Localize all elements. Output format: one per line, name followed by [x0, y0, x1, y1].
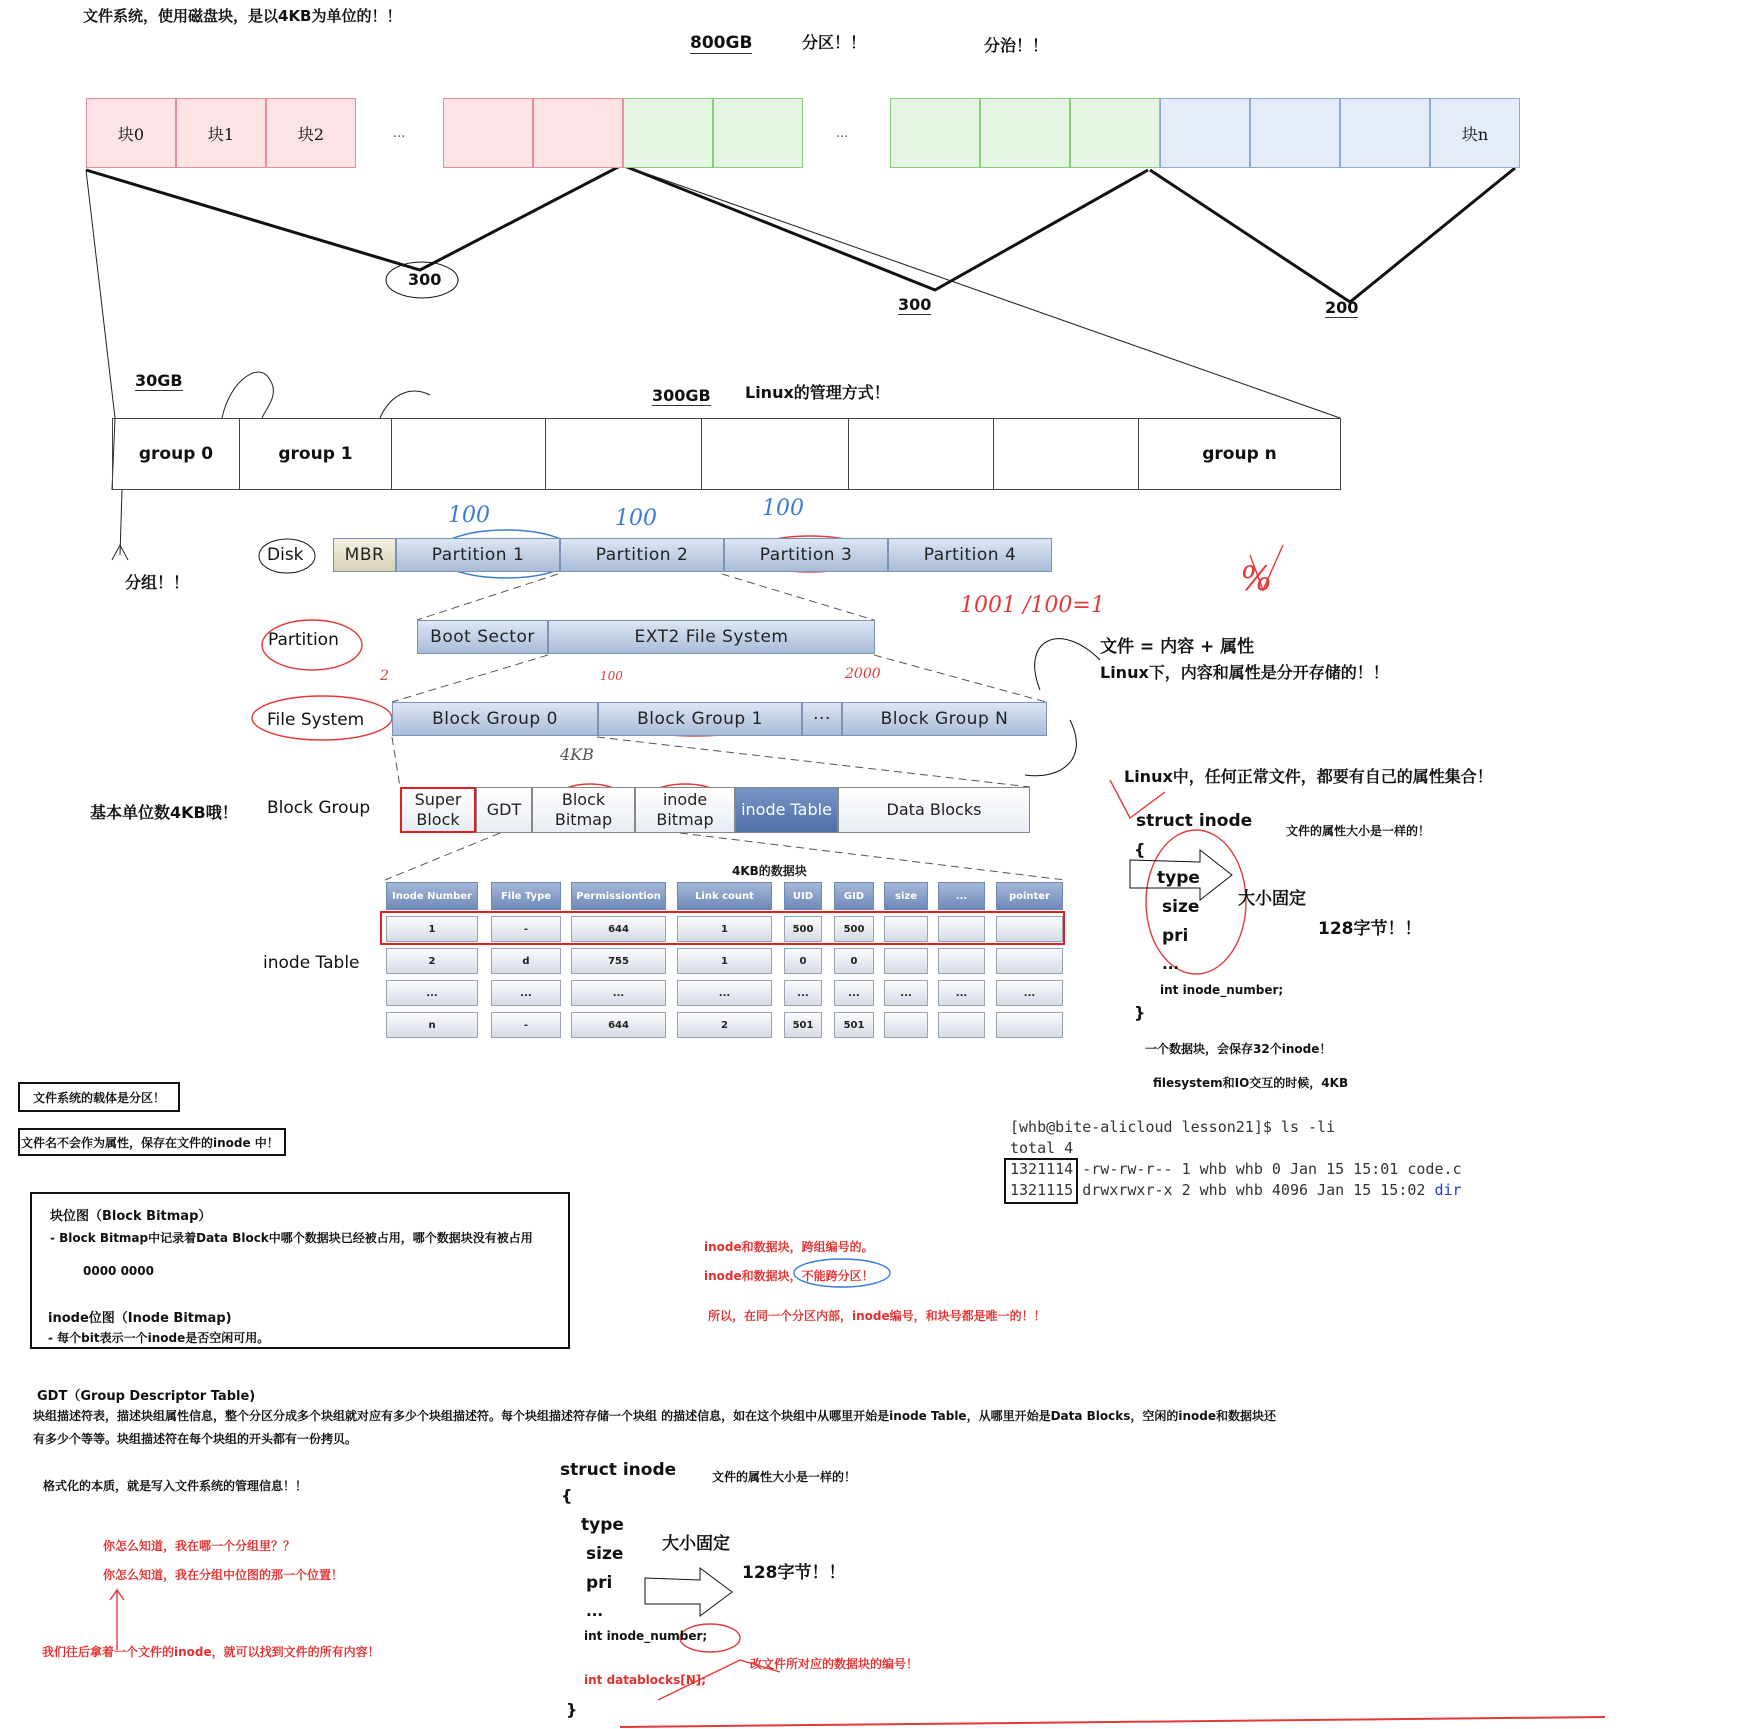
partition-label: Partition [268, 630, 339, 650]
grouping-note: 分组！！ [125, 573, 190, 592]
partition-4-cell: Partition 4 [888, 538, 1052, 572]
table-cell [884, 948, 928, 974]
mbr-cell: MBR [333, 538, 396, 572]
group-2 [391, 418, 546, 490]
handwriting-100-c: 100 [762, 496, 804, 521]
disk-block-p6 [980, 98, 1070, 168]
table-cell: ... [784, 980, 822, 1006]
bottom-attr-size-note: 文件的属性大小是一样的！ [712, 1470, 857, 1484]
handwriting-percent: % [1240, 559, 1273, 599]
disk-block-p1 [443, 98, 533, 168]
attr-set-note: Linux中，任何正常文件，都要有自己的属性集合！ [1124, 767, 1493, 786]
partition-size-1: 300 [408, 270, 442, 289]
ls-output: drwxrwxr-x 2 whb whb 4096 Jan 15 15:02 [1082, 1181, 1435, 1199]
table-cell: d [491, 948, 561, 974]
question-1: 你怎么知道，我在哪一个分组里？？ [103, 1539, 296, 1553]
brace-open: { [1134, 840, 1146, 859]
block-group-0-cell: Block Group 0 [392, 702, 598, 736]
gdt-cell: GDT [476, 787, 532, 833]
format-note: 格式化的本质，就是写入文件系统的管理信息！！ [43, 1479, 308, 1493]
bitmap-bits: 0000 0000 [83, 1264, 154, 1278]
bottom-datablocks-note: 改文件所对应的数据块的编号！ [750, 1657, 919, 1671]
table-cell: 755 [571, 948, 666, 974]
data-block-4kb-note: 4KB的数据块 [732, 864, 807, 878]
terminal-prompt: [whb@bite-alicloud lesson21]$ ls -li [1010, 1118, 1336, 1136]
th-pointer: pointer [996, 882, 1063, 910]
highlight-row-box [380, 911, 1065, 945]
table-cell: 644 [571, 1012, 666, 1038]
inode-bitmap-desc: - 每个bit表示一个inode是否空闲可用。 [48, 1331, 270, 1345]
no-cross-partition-note: inode和数据块，不能跨分区！ [704, 1269, 874, 1283]
table-cell: 2 [677, 1012, 772, 1038]
ext2-cell: EXT2 File System [548, 620, 875, 654]
table-cell: 1 [386, 916, 478, 942]
bottom-field-type: type [581, 1515, 624, 1535]
table-cell: 1 [677, 948, 772, 974]
th-uid: UID [784, 882, 822, 910]
th-gid: GID [834, 882, 874, 910]
bottom-fixed-size: 大小固定 [662, 1534, 730, 1554]
gdt-desc-2: 有多少个等等。块组描述符在每个块组的开头都有一份拷贝。 [33, 1432, 358, 1446]
handwriting-4kb: 4KB [560, 745, 594, 764]
bottom-field-pri: pri [586, 1573, 613, 1593]
table-cell: 644 [571, 916, 666, 942]
disk-label: Disk [267, 545, 304, 565]
later-note: 我们往后拿着一个文件的inode，就可以找到文件的所有内容！ [42, 1645, 380, 1659]
carrier-note: 文件系统的载体是分区！ [33, 1091, 166, 1105]
bottom-struct-inode: struct inode [560, 1460, 677, 1480]
table-cell: n [386, 1012, 478, 1038]
table-cell: ... [996, 980, 1063, 1006]
linux-separate-note: Linux下，内容和属性是分开存储的！！ [1100, 663, 1389, 682]
disk-block-p8 [1160, 98, 1250, 168]
disk-block-p10 [1340, 98, 1430, 168]
table-cell: 500 [834, 916, 874, 942]
question-2: 你怎么知道，我在分组中位图的那一个位置！ [103, 1568, 344, 1582]
bottom-datablocks: int datablocks[N]; [584, 1673, 707, 1687]
inode-table-cell: inode Table [735, 787, 838, 833]
partition-1-cell: Partition 1 [396, 538, 560, 572]
per-block-note: 一个数据块，会保存32个inode！ [1145, 1042, 1332, 1056]
filename-note: 文件名不会作为属性，保存在文件的inode 中！ [21, 1136, 279, 1150]
disk-block-p7 [1070, 98, 1160, 168]
file-system-label: File System [267, 710, 365, 730]
disk-block-2: 块2 [266, 98, 356, 168]
table-cell: ... [834, 980, 874, 1006]
table-cell: - [491, 1012, 561, 1038]
group-1: group 1 [239, 418, 392, 490]
inode-table-label: inode Table [263, 953, 360, 973]
block-group-ellipsis-cell: ··· [802, 702, 842, 736]
th-permission: Permissiontion [571, 882, 666, 910]
disk-size-label: 800GB [690, 33, 753, 53]
disk-block-p3 [623, 98, 713, 168]
th-link-count: Link count [677, 882, 772, 910]
super-block-cell: Super Block [400, 787, 476, 833]
table-cell [884, 1012, 928, 1038]
label-30gb: 30GB [135, 371, 183, 390]
ellipsis-2: ... [836, 126, 849, 141]
basic-unit-note: 基本单位数4KB哦！ [90, 803, 238, 822]
inode-number-field: int inode_number; [1160, 983, 1284, 997]
th-size: size [884, 882, 928, 910]
handwriting-2: 2 [380, 668, 389, 684]
partition-size-2: 300 [898, 295, 932, 314]
terminal-total: total 4 [1010, 1139, 1074, 1157]
block-bitmap-desc: - Block Bitmap中记录着Data Block中哪个数据块已经被占用，哪个数据块没有被占用 [50, 1231, 533, 1245]
partition-3-cell: Partition 3 [724, 538, 888, 572]
table-cell [938, 948, 985, 974]
table-cell: 501 [834, 1012, 874, 1038]
table-cell: 501 [784, 1012, 822, 1038]
partition-2-cell: Partition 2 [560, 538, 724, 572]
inode-bitmap-title: inode位图（Inode Bitmap) [48, 1311, 232, 1326]
handwriting-2000: 2000 [845, 666, 881, 682]
file-equation: 文件 = 内容 + 属性 [1100, 637, 1255, 657]
table-cell: ... [884, 980, 928, 1006]
gdt-desc-1: 块组描述符表，描述块组属性信息，整个分区分成多个块组就对应有多少个块组描述符。每个块组描述符存储一个块组 的描述信息，如在这个块组中从哪里开始是inode Table，从哪里开始是Data Blocks，空闲的inode和数据块还 [33, 1409, 1277, 1423]
struct-inode-title: struct inode [1136, 811, 1253, 831]
field-ellipsis: ... [1162, 955, 1180, 973]
group-6 [993, 418, 1139, 490]
handwriting-100-d: 100 [600, 669, 623, 683]
group-0: group 0 [112, 418, 240, 490]
inode-id: 1321114 [1010, 1160, 1074, 1178]
ls-output: -rw-rw-r-- 1 whb whb 0 Jan 15 15:01 code.c [1082, 1160, 1462, 1178]
ellipsis-1: ... [393, 126, 406, 141]
bottom-field-size: size [586, 1544, 624, 1564]
partition-size-3: 200 [1325, 298, 1359, 317]
data-blocks-cell: Data Blocks [838, 787, 1030, 833]
table-cell: 2 [386, 948, 478, 974]
cross-group-note: inode和数据块，跨组编号的。 [704, 1240, 874, 1254]
table-cell: ... [571, 980, 666, 1006]
bytes-128-note: 128字节！！ [1318, 919, 1422, 939]
disk-block-p5 [890, 98, 980, 168]
disk-block-p2 [533, 98, 623, 168]
th-ellipsis: ... [938, 882, 985, 910]
unique-note: 所以，在同一个分区内部，inode编号，和块号都是唯一的！！ [708, 1309, 1046, 1323]
table-cell: 500 [784, 916, 822, 942]
inode-bitmap-cell: inode Bitmap [635, 787, 735, 833]
field-type: type [1157, 868, 1200, 888]
handwriting-ratio: 1001 /100=1 [960, 593, 1105, 618]
field-size: size [1162, 897, 1200, 917]
th-file-type: File Type [491, 882, 561, 910]
partition-note: 分区！！ [802, 33, 867, 52]
label-300gb: 300GB [652, 386, 711, 405]
disk-block-p9 [1250, 98, 1340, 168]
disk-block-n: 块n [1430, 98, 1520, 168]
table-cell: - [491, 916, 561, 942]
block-group-n-cell: Block Group N [842, 702, 1047, 736]
table-cell [996, 1012, 1063, 1038]
page-title: 文件系统，使用磁盘块，是以4KB为单位的！！ [83, 7, 402, 25]
bottom-brace-close: } [566, 1700, 578, 1719]
disk-block-p4 [713, 98, 803, 168]
block-group-1-cell: Block Group 1 [598, 702, 802, 736]
bottom-bytes-128: 128字节！！ [742, 1563, 846, 1583]
table-cell: 0 [834, 948, 874, 974]
inode-highlight-box [1004, 1158, 1078, 1204]
th-inode-number: Inode Number [386, 882, 478, 910]
group-3 [545, 418, 702, 490]
fixed-size-note: 大小固定 [1238, 889, 1306, 909]
bottom-inode-number: int inode_number; [584, 1629, 708, 1643]
table-cell [996, 948, 1063, 974]
linux-mgmt-label: Linux的管理方式！ [745, 383, 890, 402]
fs-io-note: filesystem和IO交互的时候，4KB [1153, 1076, 1349, 1090]
inode-id: 1321115 [1010, 1181, 1074, 1199]
handwriting-100-b: 100 [615, 506, 657, 531]
table-cell: ... [938, 980, 985, 1006]
bottom-brace-open: { [561, 1486, 573, 1505]
table-cell: ... [491, 980, 561, 1006]
gdt-title: GDT（Group Descriptor Table) [37, 1389, 256, 1404]
dir-name: dir [1434, 1181, 1462, 1199]
divide-note: 分治！！ [984, 36, 1049, 55]
attr-size-note: 文件的属性大小是一样的！ [1286, 824, 1431, 838]
table-cell: ... [677, 980, 772, 1006]
disk-block-0: 块0 [86, 98, 176, 168]
table-cell: ... [386, 980, 478, 1006]
table-cell: 1 [677, 916, 772, 942]
disk-block-1: 块1 [176, 98, 266, 168]
boot-sector-cell: Boot Sector [417, 620, 548, 654]
bottom-field-ellipsis: ... [586, 1602, 604, 1620]
block-bitmap-title: 块位图（Block Bitmap） [50, 1209, 212, 1224]
group-4 [701, 418, 849, 490]
handwriting-100-a: 100 [448, 503, 490, 528]
brace-close: } [1134, 1003, 1146, 1022]
group-n: group n [1138, 418, 1341, 490]
table-cell: 0 [784, 948, 822, 974]
block-group-label: Block Group [267, 798, 371, 818]
field-pri: pri [1162, 926, 1189, 946]
block-bitmap-cell: Block Bitmap [532, 787, 635, 833]
group-5 [848, 418, 994, 490]
table-cell [938, 1012, 985, 1038]
